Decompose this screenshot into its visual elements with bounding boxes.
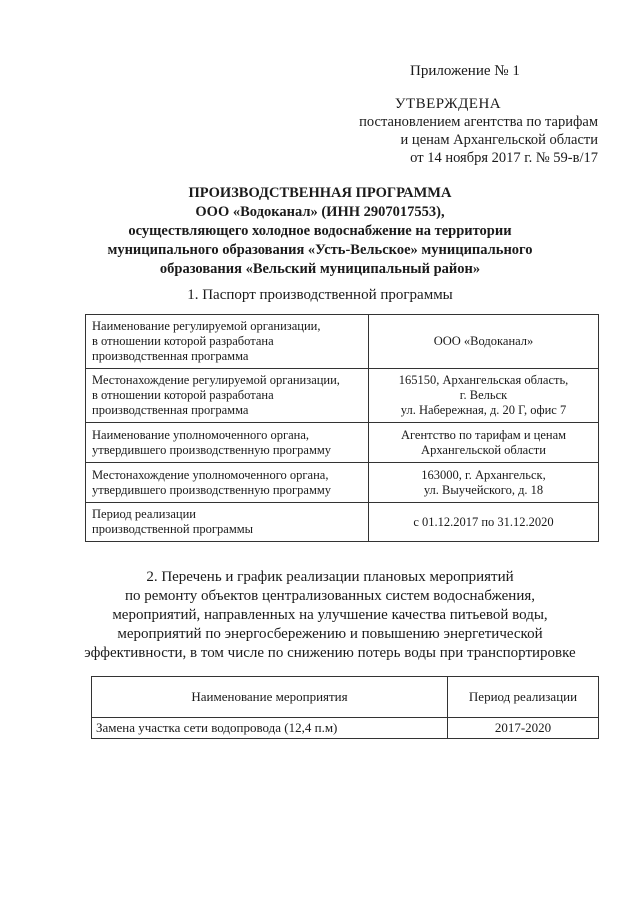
section1-heading: 1. Паспорт производственной программы bbox=[187, 287, 453, 303]
table-row bbox=[86, 423, 599, 463]
passport-key: Наименование уполномоченного органа, утвердившего производственную программу bbox=[86, 423, 369, 463]
table-row bbox=[86, 315, 599, 369]
table-row bbox=[92, 718, 599, 739]
activity-name: Замена участка сети водопровода (12,4 п.м) bbox=[92, 718, 448, 739]
title-line: осуществляющего холодное водоснабжение на территории bbox=[128, 223, 512, 239]
section2-heading bbox=[40, 568, 620, 663]
approval-stamp: УТВЕРЖДЕНА bbox=[394, 96, 502, 112]
heading-line: эффективности, в том числе по снижению потерь воды при транспортировке bbox=[84, 645, 576, 661]
activities-table bbox=[91, 676, 599, 739]
heading-line: мероприятий по энергосбережению и повышению энергетической bbox=[117, 626, 543, 642]
table-row bbox=[86, 503, 599, 542]
passport-table bbox=[85, 314, 599, 542]
title-line: ООО «Водоканал» (ИНН 2907017553), bbox=[195, 204, 445, 220]
heading-line: 2. Перечень и график реализации плановых мероприятий bbox=[146, 569, 514, 585]
heading-line: мероприятий, направленных на улучшение качества питьевой воды, bbox=[112, 607, 548, 623]
title-line: ПРОИЗВОДСТВЕННАЯ ПРОГРАММА bbox=[188, 185, 452, 201]
approval-line: и ценам Архангельской области bbox=[400, 132, 598, 148]
approval-line: от 14 ноября 2017 г. № 59-в/17 bbox=[410, 150, 598, 166]
table-row bbox=[86, 463, 599, 503]
approval-line: постановлением агентства по тарифам bbox=[359, 114, 598, 130]
passport-key: Местонахождение регулируемой организации, в отношении которой разработана производственная программа bbox=[86, 369, 369, 423]
appendix-label: Приложение № 1 bbox=[410, 63, 520, 79]
passport-key: Местонахождение уполномоченного органа, утвердившего производственную программу bbox=[86, 463, 369, 503]
activity-period: 2017-2020 bbox=[448, 718, 599, 739]
passport-value: 165150, Архангельская область, г. Вельск ул. Набережная, д. 20 Г, офис 7 bbox=[369, 369, 599, 423]
title-line: муниципального образования «Усть-Вельское» муниципального bbox=[107, 242, 533, 258]
passport-value: ООО «Водоканал» bbox=[369, 315, 599, 369]
passport-key: Период реализации производственной программы bbox=[86, 503, 369, 542]
passport-value: 163000, г. Архангельск, ул. Выучейского, д. 18 bbox=[369, 463, 599, 503]
approval-block bbox=[298, 95, 598, 167]
column-header-period: Период реализации bbox=[448, 677, 599, 718]
passport-value: Агентство по тарифам и ценам Архангельской области bbox=[369, 423, 599, 463]
passport-key: Наименование регулируемой организации, в отношении которой разработана производственная программа bbox=[86, 315, 369, 369]
passport-value: с 01.12.2017 по 31.12.2020 bbox=[369, 503, 599, 542]
heading-line: по ремонту объектов централизованных систем водоснабжения, bbox=[124, 588, 535, 604]
document-title bbox=[70, 184, 570, 279]
column-header-name: Наименование мероприятия bbox=[92, 677, 448, 718]
table-header-row bbox=[92, 677, 599, 718]
title-line: образования «Вельский муниципальный район» bbox=[159, 261, 481, 277]
table-row bbox=[86, 369, 599, 423]
